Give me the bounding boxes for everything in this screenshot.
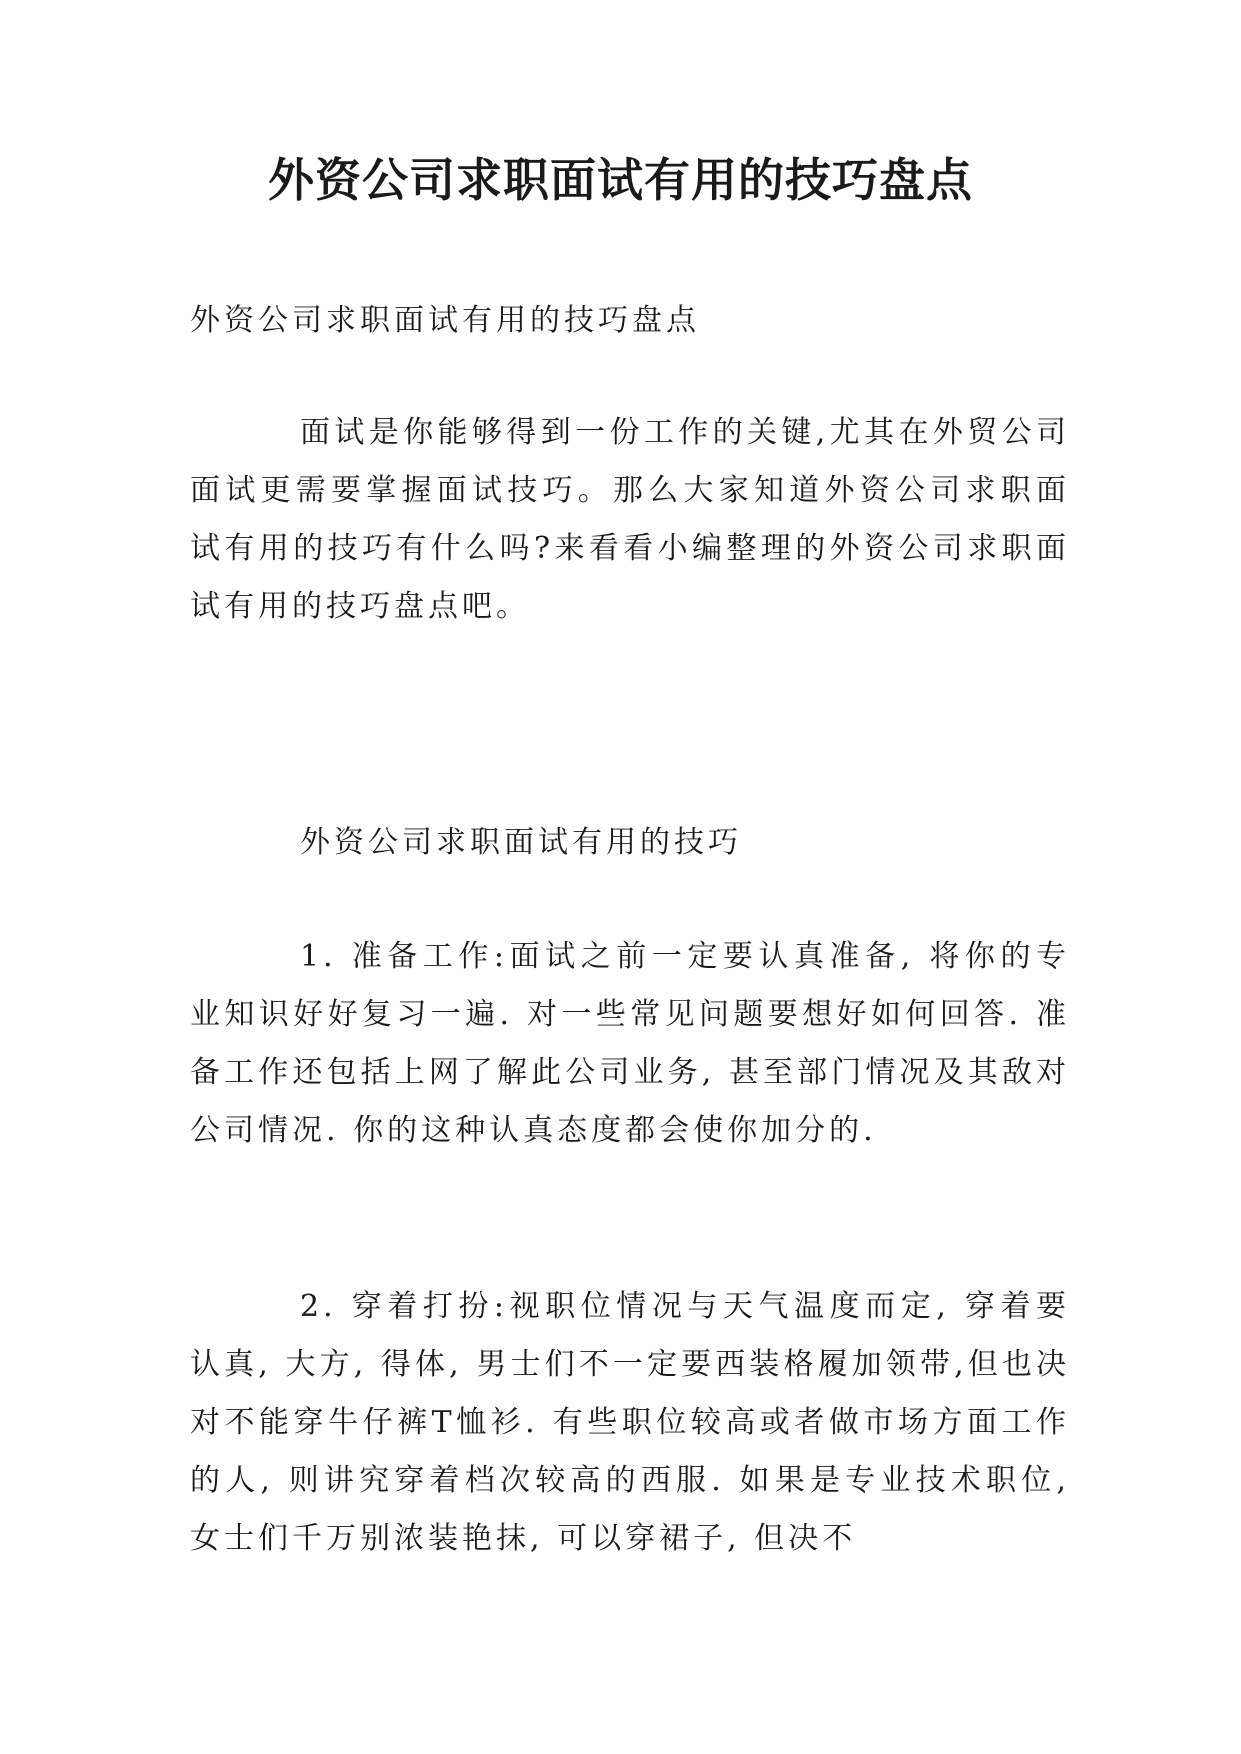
document-subtitle: 外资公司求职面试有用的技巧盘点 (190, 303, 700, 338)
paragraph-dress: 2. 穿着打扮:视职位情况与天气温度而定, 穿着要认真, 大方, 得体, 男士们不一定要西装格履加领带,但也决对不能穿牛仔裤T恤衫. 有些职位较高或者做市场方面工作的人, 则讲究穿着档次较高的西服. 如果是专业技术职位, 女士们千万别浓装艳抹, 可以穿裙子, 但决不 (190, 1289, 1070, 1556)
section-heading: 外资公司求职面试有用的技巧 (300, 825, 742, 860)
intro-paragraph: 面试是你能够得到一份工作的关键,尤其在外贸公司面试更需要掌握面试技巧。那么大家知道外资公司求职面试有用的技巧有什么吗?来看看小编整理的外资公司求职面试有用的技巧盘点吧。 (190, 415, 1070, 624)
paragraph-preparation: 1. 准备工作:面试之前一定要认真准备, 将你的专业知识好好复习一遍. 对一些常见问题要想好如何回答. 准备工作还包括上网了解此公司业务, 甚至部门情况及其敌对公司情况. 你的这种认真态度都会使你加分的. (190, 939, 1070, 1148)
document-title: 外资公司求职面试有用的技巧盘点 (268, 153, 973, 207)
